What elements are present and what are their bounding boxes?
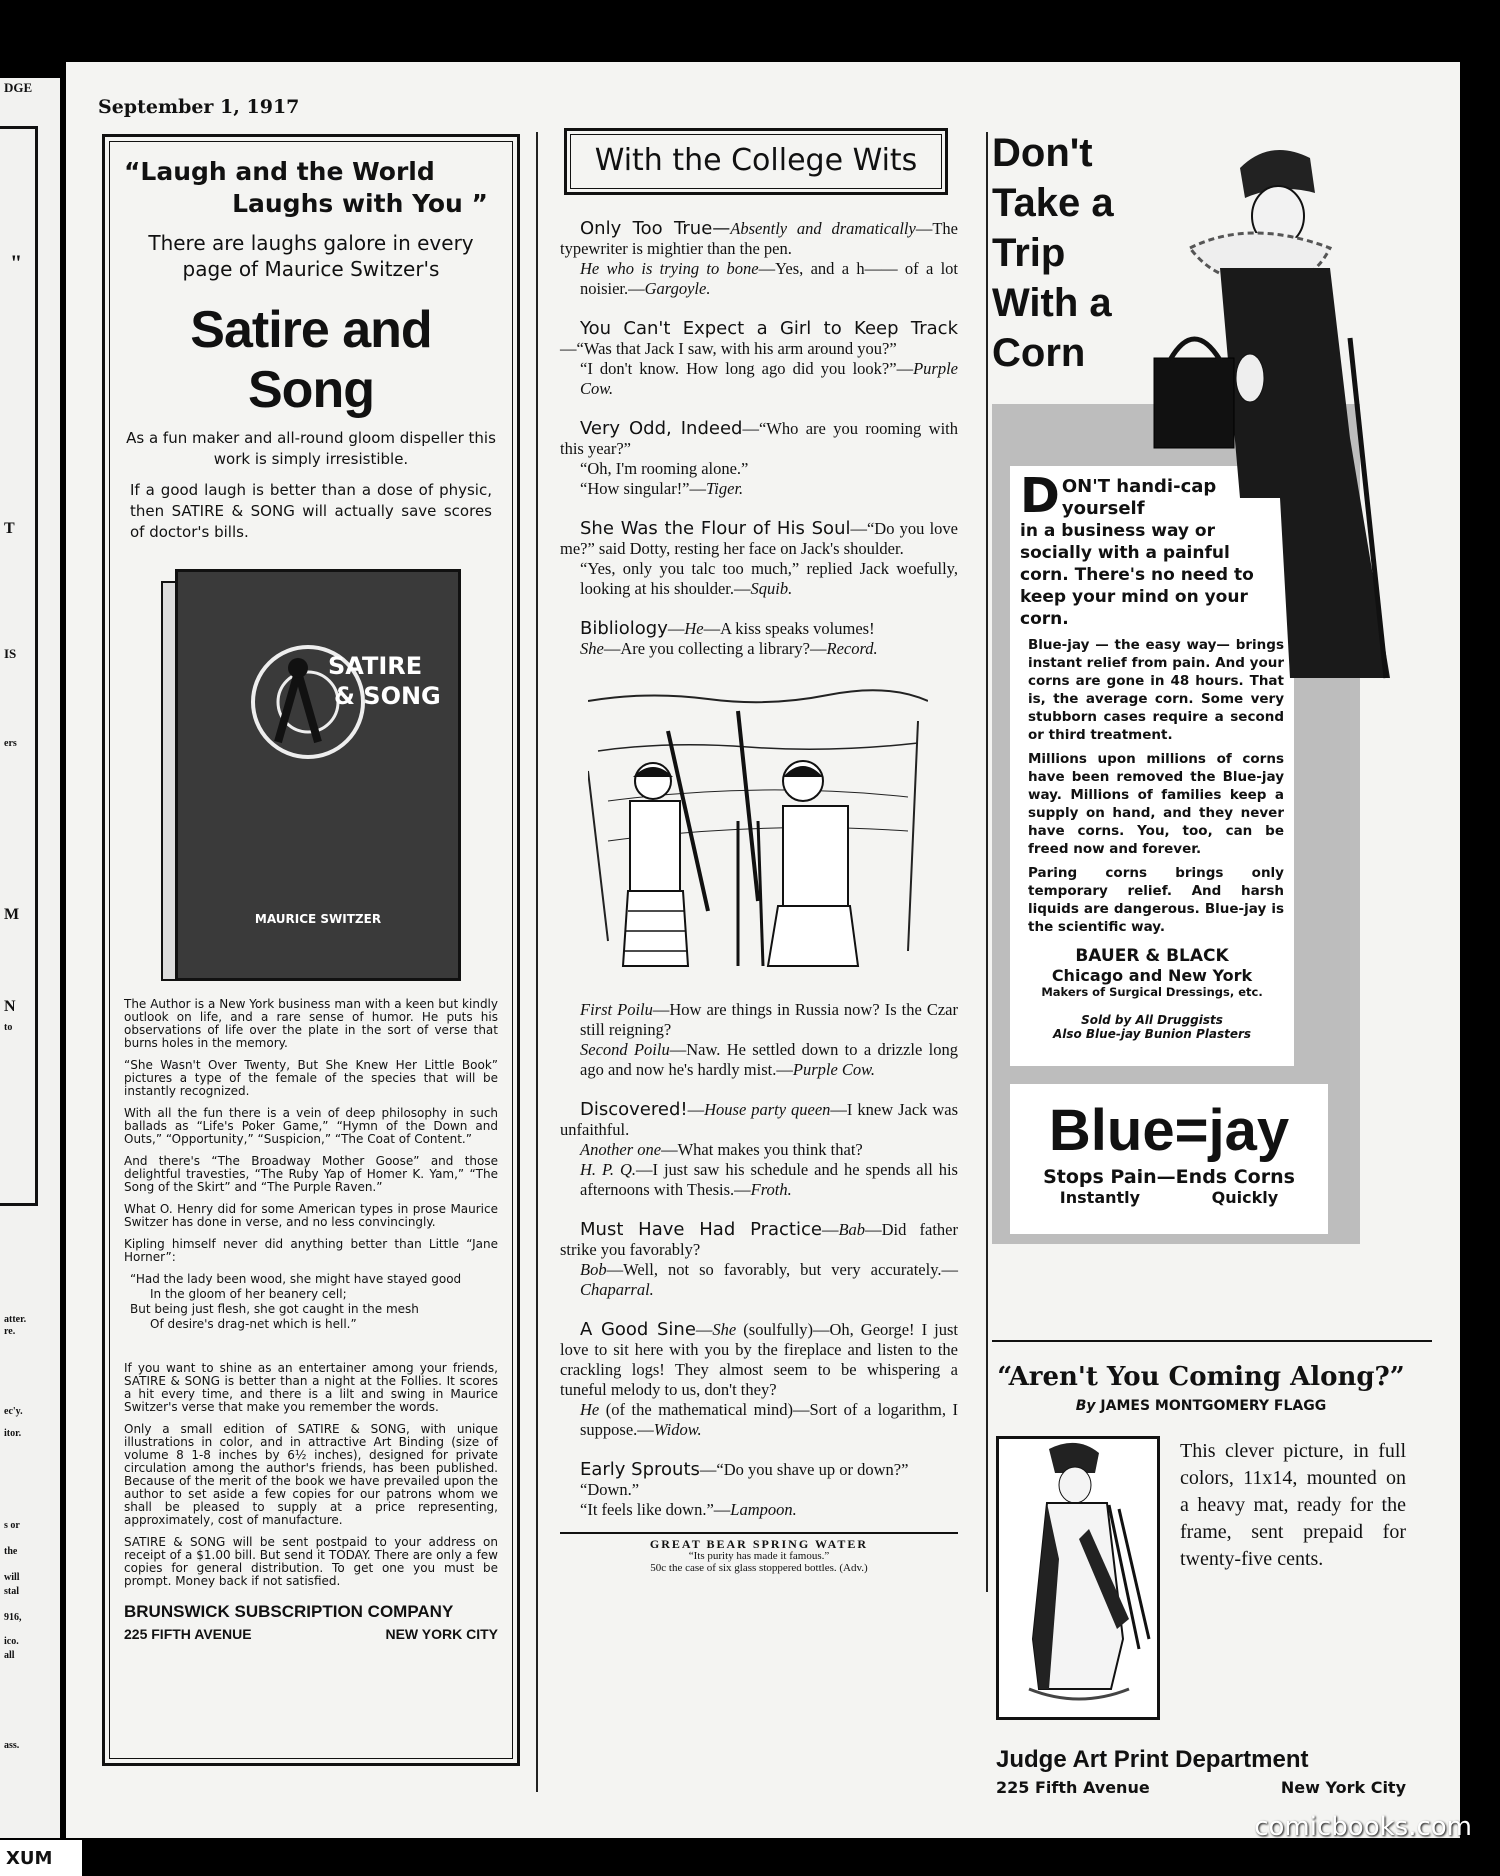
flagg-print-ad — [996, 1362, 1406, 1797]
book-illustration — [161, 569, 461, 989]
manufacturer-desc: Makers of Surgical Dressings, etc. — [1041, 985, 1263, 999]
joke-item — [560, 319, 958, 399]
prev-frag: will — [4, 1572, 20, 1583]
byline-prefix: By — [1075, 1398, 1096, 1414]
page-date: September 1, 1917 — [98, 96, 300, 118]
joke-source: Widow. — [653, 1420, 702, 1439]
joke-item — [560, 1460, 958, 1520]
blue-jay-body: Millions upon millions of corns have been removed the Blue-jay way. Millions of families keep a supply on hand, and they never have corns. You, too, can be freed now and forever. — [1028, 751, 1284, 857]
headline-line: “Laugh and the World — [124, 157, 435, 186]
headline-line: Trip — [992, 231, 1066, 275]
spring-water-ad-line: “Its purity has made it famous.” — [688, 1550, 830, 1562]
brand-subline-right: Quickly — [1211, 1188, 1279, 1207]
prev-frag: the — [4, 1546, 18, 1557]
joke-item — [560, 219, 958, 299]
joke-text: —The typewriter is mightier than the pen. — [560, 219, 958, 258]
joke-source: Purple Cow. — [792, 1060, 876, 1079]
headline-line: Corn — [992, 331, 1086, 375]
column-heading: With the College Wits — [570, 134, 942, 189]
prev-frag: DGE — [4, 80, 33, 95]
book-cover-author: MAURICE SWITZER — [254, 912, 382, 926]
seated-woman-illustration — [1150, 138, 1390, 698]
blue-jay-body: Paring corns brings only temporary relief. And harsh liquids are dangerous. Blue-jay is the scientific way. — [1028, 865, 1284, 935]
joke-text: (of the mathematical mind)—Sort of a logarithm, I suppose.— — [580, 1400, 958, 1439]
manufacturer — [1020, 946, 1284, 999]
joke-text: “Yes, only you talc too much,” replied Jack woefully, looking at his shoulder.— — [580, 559, 958, 598]
prev-frag: ec'y. — [4, 1406, 23, 1417]
ad-paragraph: Only a small edition of SATIRE & SONG, with unique illustrations in color, and in attractive Art Binding (size of volume 8 1-8 inches by 6½ inches), designed for private circulation among the author's friends, has been published. Because of the merit of the book we have prevailed upon the author to set aside a few copies for our patrons whom we shall be pleased to supply at a price representing, approximately, cost of manufacture. — [124, 1422, 498, 1527]
brand-name: Blue=jay — [1048, 1098, 1290, 1163]
verse-line: In the gloom of her beanery cell; — [150, 1287, 347, 1301]
joke-text: —Are you collecting a library?— — [603, 639, 827, 658]
ad-company-name: BRUNSWICK SUBSCRIPTION COMPANY — [124, 1602, 454, 1621]
previous-page-border — [0, 126, 38, 1206]
print-description: This clever picture, in full colors, 11x14, mounted on a heavy mat, ready for the frame, sent prepaid for twenty-five cents. — [1180, 1440, 1406, 1570]
manufacturer-name: BAUER & BLACK — [1075, 946, 1229, 966]
golfer-woman-illustration — [999, 1439, 1157, 1717]
joke-source: Record. — [826, 639, 878, 658]
blue-jay-brand-panel — [1010, 1084, 1328, 1234]
prev-frag: to — [4, 1022, 13, 1033]
joke-speaker: House party queen — [704, 1100, 831, 1119]
column-separator — [536, 132, 538, 1792]
prev-frag: atter. — [4, 1314, 27, 1325]
print-thumbnail — [996, 1436, 1160, 1720]
joke-title: Bibliology — [580, 618, 668, 639]
print-byline — [996, 1398, 1406, 1414]
magazine-page — [66, 62, 1460, 1838]
joke-speaker: Bab — [838, 1220, 866, 1239]
address-city: New York City — [1280, 1778, 1406, 1797]
prev-frag: T — [4, 520, 15, 537]
corner-label: XUM — [0, 1840, 82, 1876]
joke-title: Must Have Had Practice — [580, 1219, 822, 1240]
section-divider — [992, 1340, 1432, 1342]
artist-name: JAMES MONTGOMERY FLAGG — [1100, 1398, 1327, 1414]
prev-frag: " — [10, 250, 23, 275]
trench-cartoon-illustration — [588, 681, 928, 981]
ad-paragraph: And there's “The Broadway Mother Goose” and those delightful travesties, “The Ruby Yap of Homer K. Yam,” “The Song of the Skirt” and “The Purple Raven.” — [124, 1154, 498, 1194]
joke-text: “It feels like down.”— — [580, 1500, 731, 1519]
prev-frag: M — [4, 906, 20, 923]
joke-source: Gargoyle. — [644, 279, 711, 298]
column-heading-box — [564, 128, 948, 195]
brand-tagline: Stops Pain—Ends Corns — [1043, 1166, 1295, 1188]
joke-speaker: He — [684, 619, 704, 638]
address-street: 225 Fifth Avenue — [996, 1778, 1150, 1797]
joke-speaker: Bob — [580, 1260, 607, 1279]
joke-item — [560, 419, 958, 499]
verse-line: Of desire's drag-net which is hell.” — [150, 1317, 357, 1331]
spring-water-ad-line: 50c the case of six glass stoppered bottles. (Adv.) — [650, 1562, 868, 1574]
prev-frag: IS — [4, 646, 17, 661]
joke-title: You Can't Expect a Girl to Keep Track — [580, 318, 958, 339]
previous-page-edge — [0, 78, 60, 1838]
joke-title: She Was the Flour of His Soul — [580, 518, 851, 539]
headline-line: Don't — [992, 131, 1093, 175]
joke-source: Squib. — [750, 579, 793, 598]
ad-intro: There are laughs galore in every page of Maurice Switzer's — [148, 231, 474, 281]
joke-speaker: He — [580, 1400, 600, 1419]
joke-speaker: Second Poilu — [580, 1040, 670, 1059]
print-address — [996, 1778, 1406, 1797]
joke-speaker: First Poilu — [580, 1000, 653, 1019]
joke-item — [560, 1320, 958, 1440]
manufacturer-location: Chicago and New York — [1051, 966, 1253, 985]
ad-verse — [124, 1272, 498, 1332]
joke-item: Bibliology—He—A kiss speaks volumes! She—Are you collecting a library?—Record. — [560, 619, 958, 659]
blue-jay-body: Blue-jay — the easy way— brings instant relief from pain. And your corns are gone in 48 hours. That is, the average corn. Some very stubborn cases require a second or third treatment. — [1028, 637, 1284, 743]
lead-heading-text: ON'T handi-cap yourself — [1061, 476, 1217, 519]
address-city: NEW YORK CITY — [385, 1626, 498, 1642]
spring-water-ad-title: GREAT BEAR SPRING WATER — [649, 1537, 869, 1551]
joke-text: —“Was that Jack I saw, with his arm around you?” — [560, 339, 897, 358]
joke-title: A Good Sine — [580, 1319, 696, 1340]
joke-item — [560, 519, 958, 599]
joke-source: Froth. — [750, 1180, 792, 1199]
joke-source: Tiger. — [706, 479, 744, 498]
print-department: Judge Art Print Department — [996, 1746, 1309, 1773]
joke-text: —I just saw his schedule and he spends all his afternoons with Thesis.— — [580, 1160, 958, 1199]
column-separator — [986, 132, 988, 1592]
joke-text: (soulfully)—Oh, George! I just love to sit here with you by the fireplace and listen to the crackling logs! They almost seem to be whispering a tuneful melody to us, don't they? — [560, 1320, 958, 1399]
joke-title: Early Sprouts — [580, 1459, 700, 1480]
ad-headline — [124, 156, 498, 220]
joke-text: “Down.” — [580, 1480, 640, 1499]
site-watermark: comicbooks.com — [1254, 1812, 1472, 1842]
joke-speaker: He who is trying to bone — [580, 259, 759, 278]
prev-frag: ers — [4, 738, 17, 749]
joke-title: Discovered! — [580, 1099, 688, 1120]
headline-line: Laughs with You ” — [232, 189, 488, 218]
joke-text: —Yes, and a h—— of a lot noisier.— — [580, 259, 958, 298]
prev-frag: 916, — [4, 1612, 22, 1623]
print-title: “Aren't You Coming Along?” — [997, 1362, 1405, 1392]
joke-text: —What makes you think that? — [661, 1140, 863, 1159]
brand-subline-left: Instantly — [1059, 1188, 1141, 1207]
prev-frag: all — [4, 1650, 15, 1661]
joke-text: —How are things in Russia now? Is the Czar still reigning? — [580, 1000, 958, 1039]
joke-text: —Naw. He settled down to a drizzle long ago and now he's hardly mist.— — [580, 1040, 958, 1079]
blue-jay-ad — [992, 128, 1432, 1207]
sold-by-line: Also Blue-jay Bunion Plasters — [1052, 1027, 1252, 1041]
ad-paragraph: SATIRE & SONG will be sent postpaid to your address on receipt of a $1.00 bill. But send it TODAY. There are only a few copies for general distribution. To get one you must be prompt. Money back if not satisfied. — [124, 1535, 498, 1588]
ad-address — [124, 1626, 498, 1642]
book-cover — [175, 569, 461, 981]
college-wits-column — [560, 128, 958, 1574]
joke-text: —“Do you shave up or down?” — [699, 1460, 909, 1479]
prev-frag: ass. — [4, 1740, 20, 1751]
verse-line: But being just flesh, she got caught in the mesh — [130, 1302, 419, 1316]
joke-item: Discovered!—House party queen—I knew Jack was unfaithful. Another one—What makes you think that? H. P. Q.—I just saw his schedule and he spends all his afternoons with Thesis.—Froth. — [560, 1099, 959, 1199]
ad-title: Satire and Song — [190, 301, 432, 419]
prev-frag: N — [4, 998, 16, 1015]
joke-text: —I knew Jack was unfaithful. — [560, 1100, 959, 1139]
book-cover-title: & SONG — [334, 682, 441, 710]
drop-cap: D — [1020, 468, 1060, 524]
sold-by — [1020, 1013, 1284, 1041]
joke-item: Must Have Had Practice—Bab—Did father strike you favorably? Bob—Well, not so favorably, but very accurately.—Chaparral. — [560, 1219, 958, 1299]
spring-water-ad — [560, 1532, 958, 1574]
prev-frag: re. — [4, 1326, 16, 1337]
ad-paragraph: If you want to shine as an entertainer among your friends, SATIRE & SONG is better than a night at the Follies. It scores a hit every time, and there is a lilt and swing in Maurice Switzer's verse that make you remember the words. — [124, 1361, 498, 1414]
headline-line: With a — [992, 281, 1112, 325]
joke-text: — — [695, 1320, 713, 1339]
joke-speaker: H. P. Q. — [580, 1160, 637, 1179]
prev-frag: ico. — [4, 1636, 19, 1647]
blue-jay-lead: in a business way or socially with a painful corn. There's no need to keep your mind on your corn. — [1020, 521, 1254, 629]
joke-text: “Oh, I'm rooming alone.” — [580, 459, 749, 478]
ad-subtext: If a good laugh is better than a dose of physic, then SATIRE & SONG will actually save scores of doctor's bills. — [130, 481, 492, 541]
verse-line: “Had the lady been wood, she might have stayed good — [130, 1272, 462, 1286]
joke-title: Very Odd, Indeed — [580, 418, 743, 439]
joke-text: —Did father strike you favorably? — [560, 1220, 958, 1259]
ad-subtext: As a fun maker and all-round gloom dispeller this work is simply irresistible. — [126, 429, 496, 468]
brand-subline — [1024, 1188, 1314, 1207]
ad-paragraph: “She Wasn't Over Twenty, But She Knew Her Little Book” pictures a type of the female of the species that will be instantly recognized. — [124, 1058, 498, 1098]
ad-paragraph: The Author is a New York business man with a keen but kindly outlook on life, and a rare sense of humor. He puts his observations of life over the plate in the sort of verse that burns holes in the memory. — [124, 997, 498, 1050]
joke-item — [560, 1000, 958, 1080]
satire-and-song-ad — [102, 134, 520, 1766]
joke-speaker: She — [580, 639, 604, 658]
ad-paragraph: What O. Henry did for some American types in prose Maurice Switzer has done in verse, and no less convincingly. — [124, 1202, 498, 1229]
joke-text: —“Who are you rooming with this year?” — [560, 419, 958, 458]
joke-text: “I don't know. How long ago did you look?”— — [580, 359, 914, 378]
joke-source: Chaparral. — [580, 1280, 654, 1299]
joke-speaker: Another one — [580, 1140, 662, 1159]
joke-text: —“Do you love me?” said Dotty, resting her face on Jack's shoulder. — [560, 519, 958, 558]
joke-text: —Well, not so favorably, but very accurately.— — [606, 1260, 958, 1279]
joke-text: “How singular!”— — [580, 479, 707, 498]
headline-line: Take a — [992, 181, 1114, 225]
joke-text: —A kiss speaks volumes! — [703, 619, 875, 638]
ad-paragraph: Kipling himself never did anything better than Little “Jane Horner”: — [124, 1237, 498, 1264]
joke-source: Purple Cow. — [580, 359, 958, 398]
joke-source: Lampoon. — [730, 1500, 797, 1519]
prev-frag: s or — [4, 1520, 20, 1531]
joke-title: Only Too True— — [580, 218, 731, 239]
ad-paragraph: With all the fun there is a vein of deep philosophy in such ballads as “Life's Poker Game,” “Hymn of the Down and Outs,” “Opportunity,” “Suspicion,” “The Coat of Content.” — [124, 1106, 498, 1146]
prev-frag: itor. — [4, 1428, 22, 1439]
book-cover-title: SATIRE — [328, 652, 423, 680]
joke-speaker: Absently and dramatically — [730, 219, 916, 238]
prev-frag: stal — [4, 1586, 19, 1597]
sold-by-line: Sold by All Druggists — [1081, 1013, 1223, 1027]
address-street: 225 FIFTH AVENUE — [124, 1626, 252, 1642]
joke-speaker: She — [712, 1320, 737, 1339]
